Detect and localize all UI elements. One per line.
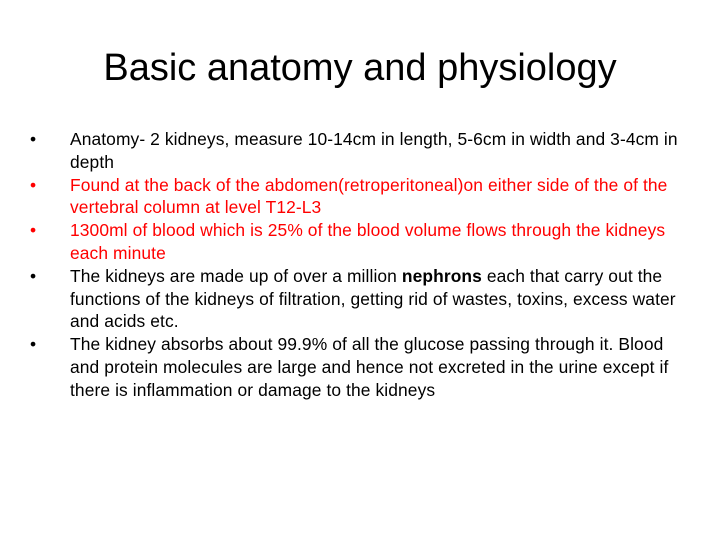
- bullet-text-after: each that carry out the functions of the kidneys of filtration, getting rid of wastes, toxins, excess water and acids etc.: [70, 265, 676, 332]
- bullet-text: The kidney absorbs about 99.9% of all the glucose passing through it. Blood and protein molecules are large and hence not excreted in the urine except if there is inflammation or damage to the kidneys: [70, 334, 669, 400]
- bullet-item-location: [30, 174, 680, 220]
- bullet-dot-icon: •: [30, 334, 37, 355]
- bullet-item-glucose: [30, 333, 680, 401]
- bullet-dot-icon: •: [30, 220, 37, 241]
- slide-title: Basic anatomy and physiology: [103, 47, 617, 89]
- bullet-item-anatomy: [30, 128, 680, 174]
- bullet-dot-icon: •: [30, 174, 37, 195]
- bullet-dot-icon: •: [30, 265, 37, 286]
- bullet-text: 1300ml of blood which is 25% of the blood volume flows through the kidneys each minute: [70, 220, 666, 263]
- bullet-text-before: The kidneys are made up of over a million: [70, 265, 402, 286]
- bullet-item-nephrons: [30, 265, 680, 333]
- bullet-text-bold-term: nephrons: [401, 265, 482, 286]
- bullet-item-blood-flow: [30, 219, 680, 265]
- bullet-dot-icon: •: [30, 129, 37, 149]
- bullet-text: Found at the back of the abdomen(retroperitoneal)on either side of the of the vertebral column at level T12-L3: [70, 174, 668, 218]
- bullet-list: [30, 128, 680, 402]
- bullet-text: Anatomy- 2 kidneys, measure 10-14cm in length, 5-6cm in width and 3-4cm in depth: [70, 129, 678, 172]
